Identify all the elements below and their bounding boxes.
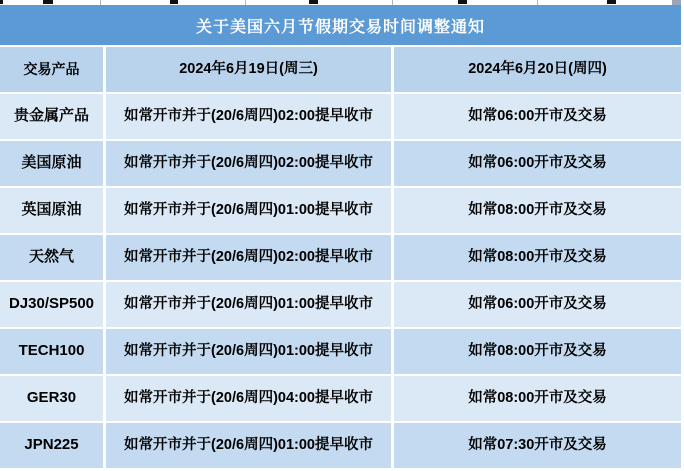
cell-june20-schedule[interactable]: 如常06:00开市及交易 xyxy=(394,141,681,186)
cell-product[interactable]: TECH100 xyxy=(0,329,103,374)
text-fragment xyxy=(0,0,3,4)
table-row xyxy=(0,94,681,139)
cell-june19-schedule[interactable]: 如常开市并于(20/6周四)02:00提早收市 xyxy=(106,141,391,186)
cell-product[interactable]: 天然气 xyxy=(0,235,103,280)
table-row xyxy=(0,141,681,186)
cell-june19-schedule[interactable]: 如常开市并于(20/6周四)04:00提早收市 xyxy=(106,376,391,421)
header-june19[interactable]: 2024年6月19日(周三) xyxy=(106,47,391,92)
text-fragment xyxy=(309,0,318,4)
notice-title: 关于美国六月节假期交易时间调整通知 xyxy=(195,18,485,36)
text-fragment xyxy=(607,0,616,4)
table-body xyxy=(0,94,681,468)
header-product[interactable]: 交易产品 xyxy=(0,47,103,92)
table-row xyxy=(0,423,681,468)
cell-product[interactable]: 贵金属产品 xyxy=(0,94,103,139)
cell-june19-schedule[interactable]: 如常开市并于(20/6周四)02:00提早收市 xyxy=(106,235,391,280)
cell-product[interactable]: GER30 xyxy=(0,376,103,421)
cell-june20-schedule[interactable]: 如常06:00开市及交易 xyxy=(394,94,681,139)
table-row xyxy=(0,329,681,374)
cell-june19-schedule[interactable]: 如常开市并于(20/6周四)01:00提早收市 xyxy=(106,188,391,233)
cell-june20-schedule[interactable]: 如常07:30开市及交易 xyxy=(394,423,681,468)
cell-product[interactable]: 英国原油 xyxy=(0,188,103,233)
cell-june20-schedule[interactable]: 如常08:00开市及交易 xyxy=(394,329,681,374)
cell-june19-schedule[interactable]: 如常开市并于(20/6周四)01:00提早收市 xyxy=(106,282,391,327)
cell-june20-schedule[interactable]: 如常08:00开市及交易 xyxy=(394,235,681,280)
cell-june20-schedule[interactable]: 如常08:00开市及交易 xyxy=(394,188,681,233)
notice-title-cell[interactable] xyxy=(0,5,681,45)
cell-june20-schedule[interactable]: 如常08:00开市及交易 xyxy=(394,376,681,421)
schedule-table xyxy=(0,47,681,470)
cell-june19-schedule[interactable]: 如常开市并于(20/6周四)01:00提早收市 xyxy=(106,329,391,374)
cell-product[interactable]: DJ30/SP500 xyxy=(0,282,103,327)
table-row xyxy=(0,188,681,233)
cell-june20-schedule[interactable]: 如常06:00开市及交易 xyxy=(394,282,681,327)
cell-june19-schedule[interactable]: 如常开市并于(20/6周四)02:00提早收市 xyxy=(106,94,391,139)
cell-june19-schedule[interactable]: 如常开市并于(20/6周四)01:00提早收市 xyxy=(106,423,391,468)
text-fragment xyxy=(170,0,178,4)
text-fragment xyxy=(458,0,467,4)
table-row xyxy=(0,235,681,280)
cell-product[interactable]: JPN225 xyxy=(0,423,103,468)
text-fragment xyxy=(43,0,53,4)
table-header-row xyxy=(0,47,681,92)
header-june20[interactable]: 2024年6月20日(周四) xyxy=(394,47,681,92)
table-row xyxy=(0,282,681,327)
cell-product[interactable]: 美国原油 xyxy=(0,141,103,186)
table-row xyxy=(0,376,681,421)
